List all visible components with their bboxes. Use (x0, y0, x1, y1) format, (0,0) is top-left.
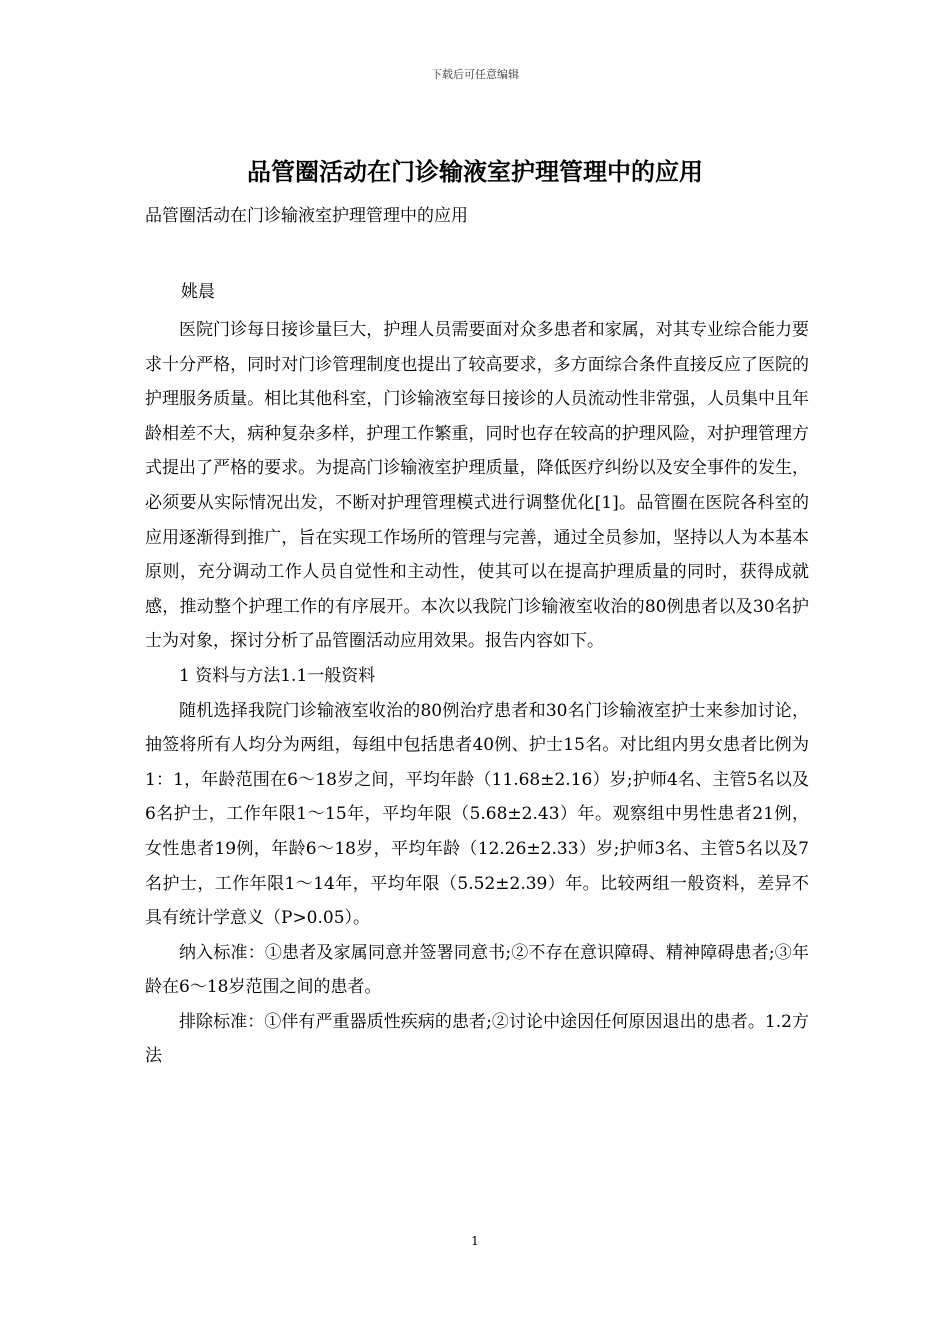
paragraph-exclusion-criteria: 排除标准：①伴有严重器质性疾病的患者;②讨论中途因任何原因退出的患者。1.2方法 (145, 1011, 809, 1067)
page-number: 1 (471, 1234, 479, 1248)
paragraph-introduction: 医院门诊每日接诊量巨大，护理人员需要面对众多患者和家属，对其专业综合能力要求十分严格，同时对门诊管理制度也提出了较高要求，多方面综合条件直接反应了医院的护理服务质量。相比其他科室，门诊输液室每日接诊的人员流动性非常强，人员集中且年龄相差不大，病种复杂多样，护理工作繁重，同时也存在较高的护理风险，对护理管理方式提出了严格的要求。为提高门诊输液室护理质量，降低医疗纠纷以及安全事件的发生，必须要从实际情况出发，不断对护理管理模式进行调整优化[1]。品管圈在医院各科室的应用逐渐得到推广，旨在实现工作场所的管理与完善，通过全员参加，坚持以人为本基本原则，充分调动工作人员自觉性和主动性，使其可以在提高护理质量的同时，获得成就感，推动整个护理工作的有序展开。本次以我院门诊输液室收治的80例患者以及30名护士为对象，探讨分析了品管圈活动应用效果。报告内容如下。 (145, 320, 809, 652)
paragraph-inclusion-criteria: 纳入标准：①患者及家属同意并签署同意书;②不存在意识障碍、精神障碍患者;③年龄在6～18岁范围之间的患者。 (145, 942, 809, 998)
section-heading-materials-methods: 1 资料与方法1.1一般资料 (179, 665, 376, 686)
body-text (145, 313, 809, 1074)
document-title: 品管圈活动在门诊输液室护理管理中的应用 (247, 158, 703, 186)
paragraph-general-data: 随机选择我院门诊输液室收治的80例治疗患者和30名门诊输液室护士来参加讨论，抽签将所有人均分为两组，每组中包括患者40例、护士15名。对比组内男女患者比例为1：1，年龄范围在6～18岁之间，平均年龄（11.68±2.16）岁;护师4名、主管5名以及6名护士，工作年限1～15年，平均年限（5.68±2.43）年。观察组中男性患者21例，女性患者19例，年龄6～18岁，平均年龄（12.26±2.33）岁;护师3名、主管5名以及7名护士，工作年限1～14年，平均年限（5.52±2.39）年。比较两组一般资料，差异不具有统计学意义（P>0.05）。 (145, 700, 809, 929)
document-subtitle: 品管圈活动在门诊输液室护理管理中的应用 (145, 206, 468, 226)
author-name: 姚晨 (181, 282, 215, 302)
header-note: 下载后可任意编辑 (431, 68, 519, 81)
